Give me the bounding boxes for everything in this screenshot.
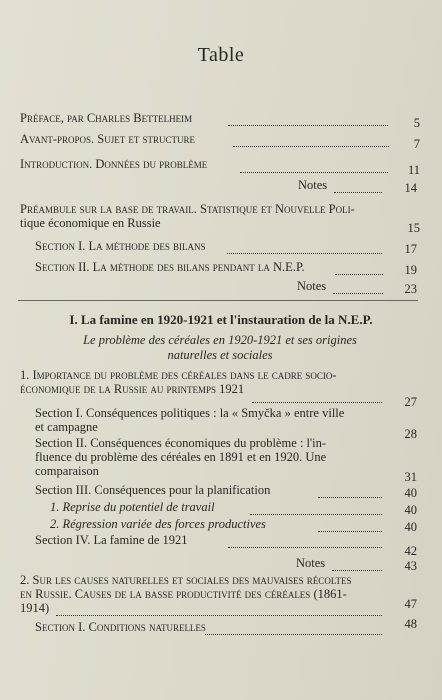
leader-dots: [318, 519, 382, 532]
page-number: 19: [404, 263, 417, 277]
page-number: 28: [404, 427, 417, 441]
page-number: 47: [404, 597, 417, 611]
page-number: 5: [413, 116, 420, 130]
toc-chapter-1-cont: économique de la Russie au printemps 1921: [20, 382, 245, 396]
toc-entry-introduction: Introduction. Données du problème: [20, 157, 208, 171]
toc-entry-preambule: Préambule sur la base de travail. Statistique et Nouvelle Poli-: [20, 202, 355, 216]
toc-subentry-1: 1. Reprise du potentiel de travail: [50, 500, 215, 514]
page-number: 27: [404, 395, 417, 409]
toc-entry-section-2-cont: comparaison: [35, 464, 99, 478]
toc-chapter-2-cont: 1914): [20, 601, 50, 615]
toc-subentry-2: 2. Régression variée des forces productives: [50, 517, 266, 531]
leader-dots: [318, 485, 382, 498]
page-number: 15: [407, 221, 420, 235]
part-subtitle: Le problème des céréales en 1920-1921 et ses origines: [83, 333, 357, 347]
toc-chapter-2: 2. Sur les causes naturelles et sociales des mauvaises récoltes: [20, 573, 352, 587]
toc-entry-preface: Préface, par Charles Bettelheim: [20, 111, 193, 125]
page-number: 40: [404, 503, 417, 517]
toc-chapter-2-cont: en Russie. Causes de la basse productivité des céréales (1861-: [20, 587, 347, 601]
toc-entry-section-3: Section III. Conséquences pour la planification: [35, 483, 271, 497]
leader-dots: [228, 535, 382, 548]
toc-entry-section-1: Section I. La méthode des bilans: [35, 239, 206, 253]
section-divider: [18, 300, 418, 301]
toc-entry-section-1: Section I. Conditions naturelles: [35, 620, 206, 634]
page-number: 43: [404, 559, 417, 573]
toc-chapter-1: 1. Importance du problème des céréales dans le cadre socio-: [20, 368, 337, 382]
leader-dots: [335, 262, 383, 275]
toc-entry-notes: Notes: [296, 556, 326, 570]
page-title: Table: [197, 44, 245, 66]
toc-entry-avant-propos: Avant-propos. Sujet et structure: [20, 132, 195, 146]
toc-entry-section-2: Section II. La méthode des bilans pendant la N.E.P.: [35, 260, 305, 274]
leader-dots: [333, 281, 383, 294]
toc-entry-section-1: Section I. Conséquences politiques : la « Smyčka » entre ville: [35, 406, 345, 420]
leader-dots: [334, 180, 382, 193]
leader-dots: [205, 622, 382, 635]
leader-dots: [228, 113, 388, 126]
page-number: 42: [404, 544, 417, 558]
toc-entry-section-4: Section IV. La famine de 1921: [35, 533, 188, 547]
leader-dots: [56, 603, 382, 616]
leader-dots: [252, 390, 382, 403]
leader-dots: [240, 160, 388, 173]
page-number: 7: [413, 137, 420, 151]
page-number: 17: [404, 242, 417, 256]
page-number: 31: [404, 470, 417, 484]
page-number: 14: [404, 181, 417, 195]
part-subtitle-cont: naturelles et sociales: [167, 348, 273, 362]
toc-entry-section-2: Section II. Conséquences économiques du problème : l'in-: [35, 436, 327, 450]
toc-entry-notes: Notes: [298, 178, 328, 192]
leader-dots: [233, 134, 389, 147]
leader-dots: [227, 241, 382, 254]
part-title: I. La famine en 1920-1921 et l'instauration de la N.E.P.: [69, 312, 373, 327]
page-number: 23: [404, 282, 417, 296]
page-number: 11: [407, 163, 420, 177]
toc-entry-section-1-cont: et campagne: [35, 420, 98, 434]
toc-entry-notes: Notes: [297, 279, 327, 293]
leader-dots: [250, 502, 382, 515]
toc-entry-preambule-cont: tique économique en Russie: [20, 216, 161, 230]
toc-entry-section-2-cont: fluence du problème des céréales en 1891 et en 1920. Une: [35, 450, 327, 464]
page-number: 40: [404, 486, 417, 500]
leader-dots: [332, 558, 382, 571]
page-number: 48: [404, 617, 417, 631]
page-number: 40: [404, 520, 417, 534]
